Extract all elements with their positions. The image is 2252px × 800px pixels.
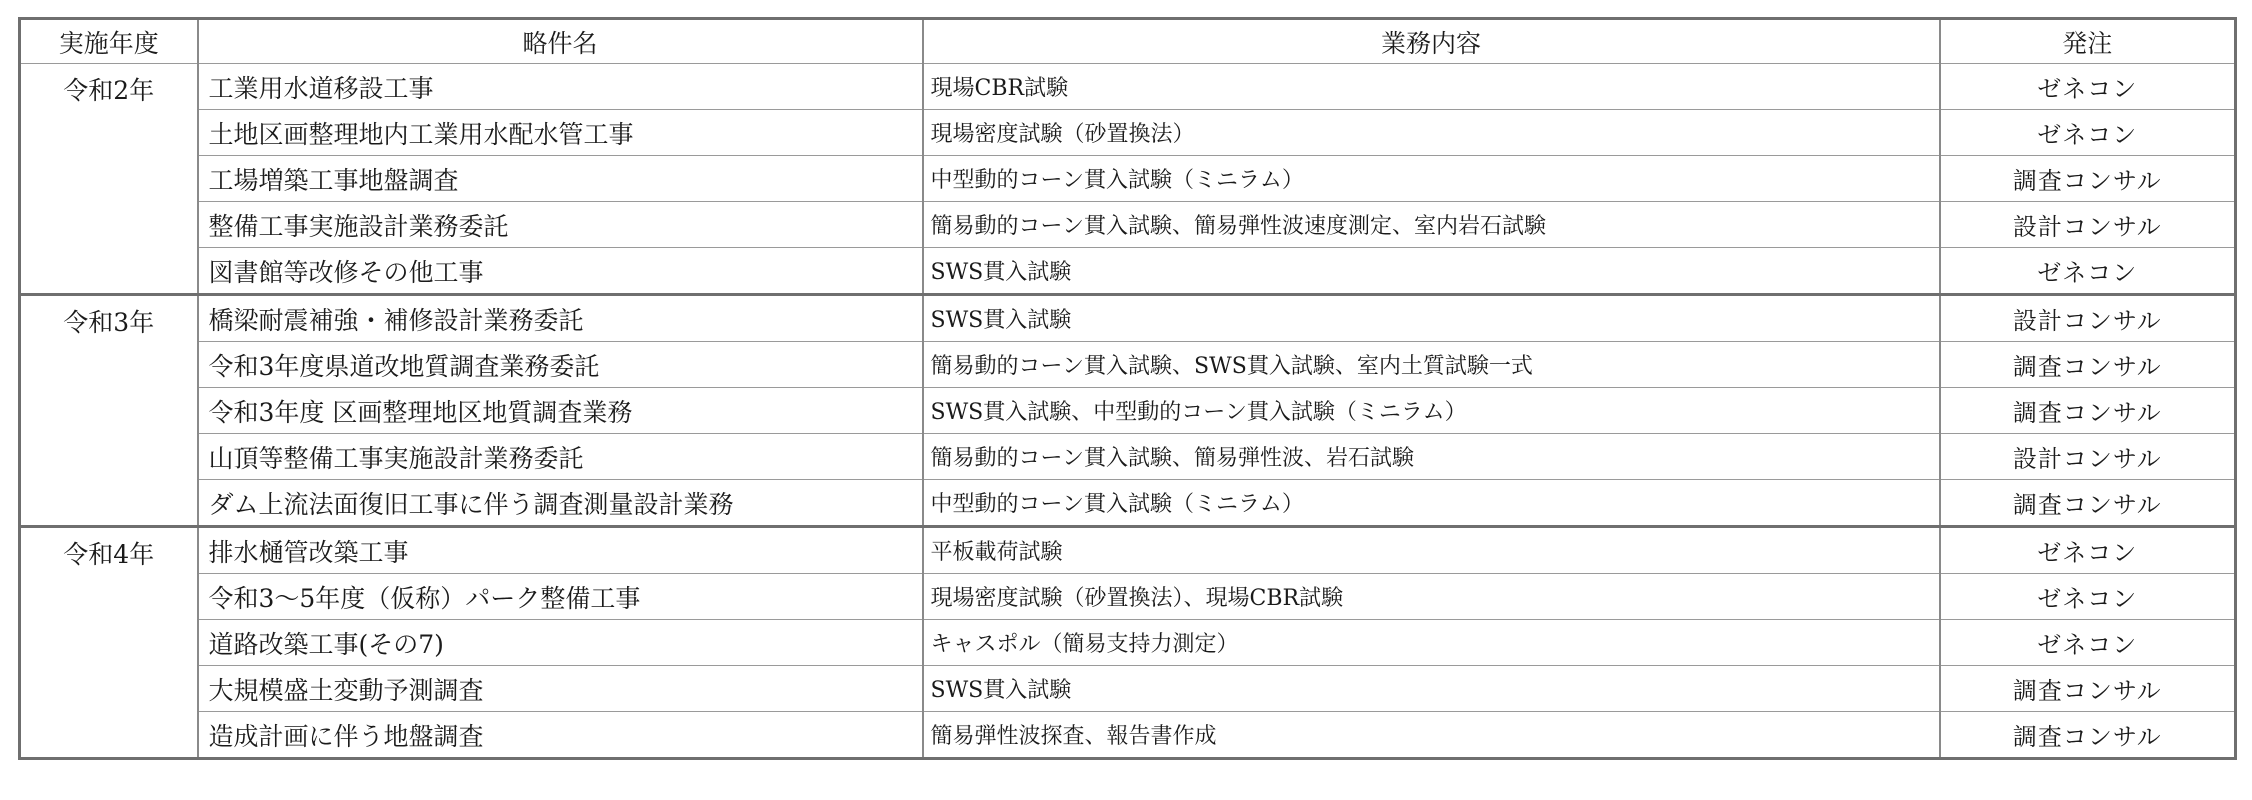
work-cell: 平板載荷試験 — [923, 527, 1940, 574]
name-cell: 令和3年度 区画整理地区地質調査業務 — [198, 388, 923, 434]
table-row — [20, 574, 2236, 620]
table-row — [20, 480, 2236, 527]
client-cell: 調査コンサル — [1940, 388, 2236, 434]
year-cell: 令和4年 — [20, 527, 198, 759]
client-cell: ゼネコン — [1940, 110, 2236, 156]
client-cell: ゼネコン — [1940, 527, 2236, 574]
work-cell: 簡易動的コーン貫入試験、簡易弾性波速度測定、室内岩石試験 — [923, 202, 1940, 248]
name-cell: 土地区画整理地内工業用水配水管工事 — [198, 110, 923, 156]
table-row — [20, 156, 2236, 202]
project-record-table — [18, 17, 2237, 760]
table-row — [20, 248, 2236, 295]
name-cell: 山頂等整備工事実施設計業務委託 — [198, 434, 923, 480]
work-cell: 簡易動的コーン貫入試験、簡易弾性波、岩石試験 — [923, 434, 1940, 480]
work-cell: 中型動的コーン貫入試験（ミニラム） — [923, 156, 1940, 202]
header-row — [20, 19, 2236, 64]
table-row — [20, 202, 2236, 248]
work-cell: SWS貫入試験 — [923, 295, 1940, 342]
table-header — [20, 19, 2236, 64]
name-cell: 排水樋管改築工事 — [198, 527, 923, 574]
name-cell: 橋梁耐震補強・補修設計業務委託 — [198, 295, 923, 342]
year-group-r2 — [20, 64, 2236, 295]
work-cell: 中型動的コーン貫入試験（ミニラム） — [923, 480, 1940, 527]
header-work: 業務内容 — [923, 19, 1940, 64]
table-row — [20, 388, 2236, 434]
year-group-r4 — [20, 527, 2236, 759]
client-cell: ゼネコン — [1940, 574, 2236, 620]
table-row — [20, 620, 2236, 666]
work-cell: 現場密度試験（砂置換法）、現場CBR試験 — [923, 574, 1940, 620]
name-cell: 道路改築工事(その7) — [198, 620, 923, 666]
client-cell: 調査コンサル — [1940, 156, 2236, 202]
name-cell: 令和3年度県道改地質調査業務委託 — [198, 342, 923, 388]
work-cell: キャスポル（簡易支持力測定） — [923, 620, 1940, 666]
name-cell: 工業用水道移設工事 — [198, 64, 923, 110]
client-cell: 調査コンサル — [1940, 480, 2236, 527]
client-cell: ゼネコン — [1940, 248, 2236, 295]
client-cell: 調査コンサル — [1940, 342, 2236, 388]
client-cell: 設計コンサル — [1940, 434, 2236, 480]
project-record-document — [18, 17, 2234, 760]
year-group-r3 — [20, 295, 2236, 527]
table-row — [20, 434, 2236, 480]
work-cell: SWS貫入試験、中型動的コーン貫入試験（ミニラム） — [923, 388, 1940, 434]
name-cell: 造成計画に伴う地盤調査 — [198, 712, 923, 759]
name-cell: 工場増築工事地盤調査 — [198, 156, 923, 202]
client-cell: 調査コンサル — [1940, 666, 2236, 712]
client-cell: ゼネコン — [1940, 620, 2236, 666]
table-row — [20, 666, 2236, 712]
name-cell: ダム上流法面復旧工事に伴う調査測量設計業務 — [198, 480, 923, 527]
table-row — [20, 64, 2236, 110]
name-cell: 整備工事実施設計業務委託 — [198, 202, 923, 248]
year-cell: 令和2年 — [20, 64, 198, 295]
work-cell: 現場CBR試験 — [923, 64, 1940, 110]
work-cell: 現場密度試験（砂置換法） — [923, 110, 1940, 156]
table-row — [20, 295, 2236, 342]
work-cell: SWS貫入試験 — [923, 666, 1940, 712]
work-cell: SWS貫入試験 — [923, 248, 1940, 295]
table-row — [20, 342, 2236, 388]
name-cell: 大規模盛土変動予測調査 — [198, 666, 923, 712]
client-cell: 設計コンサル — [1940, 295, 2236, 342]
header-client: 発注 — [1940, 19, 2236, 64]
name-cell: 図書館等改修その他工事 — [198, 248, 923, 295]
name-cell: 令和3～5年度（仮称）パーク整備工事 — [198, 574, 923, 620]
table-row — [20, 527, 2236, 574]
table-row — [20, 110, 2236, 156]
header-year: 実施年度 — [20, 19, 198, 64]
year-cell: 令和3年 — [20, 295, 198, 527]
work-cell: 簡易弾性波探査、報告書作成 — [923, 712, 1940, 759]
client-cell: 設計コンサル — [1940, 202, 2236, 248]
header-name: 略件名 — [198, 19, 923, 64]
client-cell: 調査コンサル — [1940, 712, 2236, 759]
table-row — [20, 712, 2236, 759]
work-cell: 簡易動的コーン貫入試験、SWS貫入試験、室内土質試験一式 — [923, 342, 1940, 388]
client-cell: ゼネコン — [1940, 64, 2236, 110]
